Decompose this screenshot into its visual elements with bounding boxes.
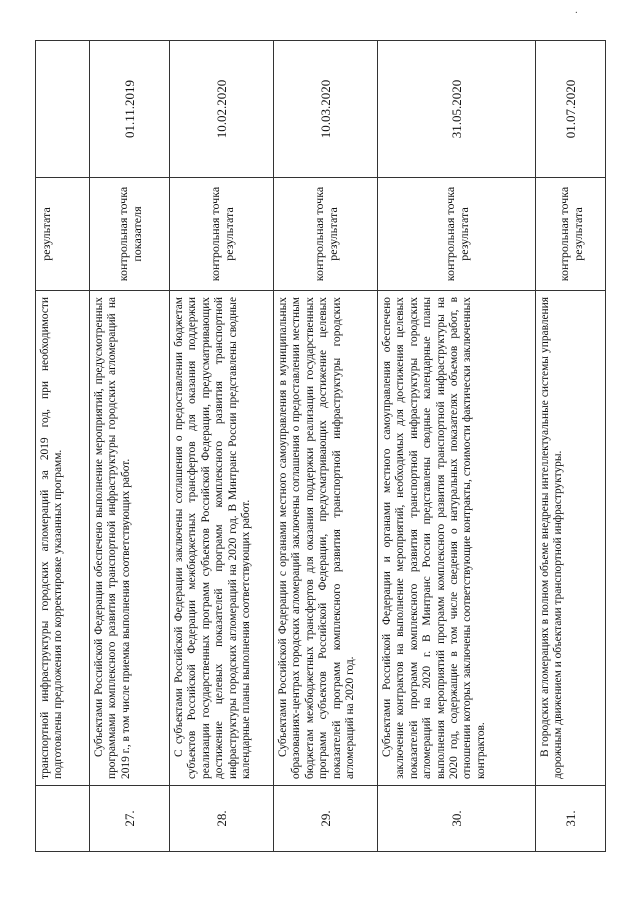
- row-date: 31.05.2020: [378, 41, 536, 178]
- table-row: [90, 41, 170, 852]
- row-date: 01.07.2020: [536, 41, 606, 178]
- rotated-page: [35, 47, 605, 852]
- table-row: [36, 41, 90, 852]
- table-row: [378, 41, 536, 852]
- row-number: [36, 786, 90, 852]
- milestones-table: [35, 40, 606, 852]
- row-number: 27.: [90, 786, 170, 852]
- row-date: 10.03.2020: [274, 41, 378, 178]
- row-type: контрольная точка результата: [378, 178, 536, 291]
- row-type: контрольная точка результата: [536, 178, 606, 291]
- row-number: 28.: [170, 786, 274, 852]
- row-type: контрольная точка показателя: [90, 178, 170, 291]
- row-number: 30.: [378, 786, 536, 852]
- row-date: 10.02.2020: [170, 41, 274, 178]
- row-number: 29.: [274, 786, 378, 852]
- row-description: Субъектами Российской Федерации обеспечено выполнение мероприятий, предусмотренных программами комплексного развития транспортной инфраструктуры городских агломераций на 2019 г., в том числе приемка выполнения соответствующих работ.: [90, 291, 170, 786]
- row-description: Субъектами Российской Федерации с органами местного самоуправления в муниципальных образованиях-центрах городских агломераций заключены соглашения о предоставлении местным бюджетам межбюджетных трансфертов для оказания поддержки реализации государственных программ субъектов Российской Федерации, предусматривающих достижение целевых показателей программ комплексного развития транспортной инфраструктуры городских агломераций на 2020 год.: [274, 291, 378, 786]
- table-row: [536, 41, 606, 852]
- row-type: результата: [36, 178, 90, 291]
- row-number: 31.: [536, 786, 606, 852]
- row-type: контрольная точка результата: [170, 178, 274, 291]
- row-description: транспортной инфраструктуры городских агломераций за 2019 год, при необходимости подготовлены предложения по корректировке указанных программ.: [36, 291, 90, 786]
- row-description: Субъектами Российской Федерации и органами местного самоуправления обеспечено заключение контрактов на выполнение мероприятий, необходимых для достижения целевых показателей программ комплексного развития транспортной инфраструктуры городских агломераций на 2020 г. В Минтранс России представлены сводные календарные планы выполнения мероприятий программ комплексного развития транспортной инфраструктуры на 2020 год, содержащие в том числе сведения о натуральных показателях объемов работ, в отношении которых заключены соответствующие контракты, стоимости фактически заключенных контрактов.: [378, 291, 536, 786]
- row-date: 01.11.2019: [90, 41, 170, 178]
- row-date: [36, 41, 90, 178]
- row-type: контрольная точка результата: [274, 178, 378, 291]
- row-description: С субъектами Российской Федерации заключены соглашения о предоставлении бюджетам субъектов Российской Федерации межбюджетных трансфертов для оказания поддержки реализации государственных программ субъектов Российской Федерации, предусматривающих достижение целевых показателей программ комплексного развития транспортной инфраструктуры городских агломераций на 2020 год. В Минтранс России представлены сводные календарные планы выполнения соответствующих работ.: [170, 291, 274, 786]
- table-row: [170, 41, 274, 852]
- table-row: [274, 41, 378, 852]
- row-description: В городских агломерациях в полном объеме внедрены интеллектуальные системы управления дорожным движением и объектами транспортной инфраструктуры.: [536, 291, 606, 786]
- corner-mark: .: [575, 4, 578, 16]
